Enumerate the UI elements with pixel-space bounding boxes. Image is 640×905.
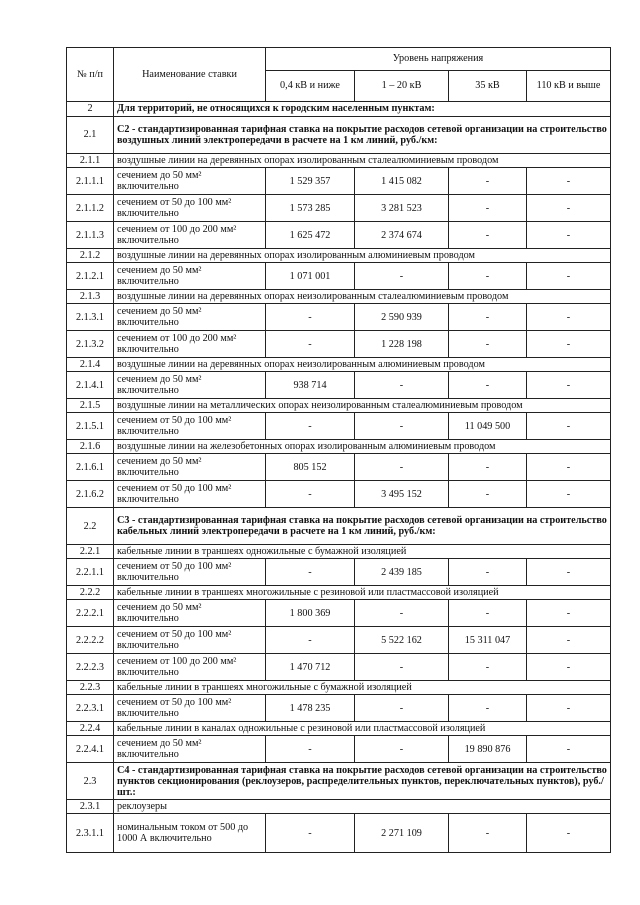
table-row <box>67 413 611 440</box>
value-04kv: - <box>266 814 355 853</box>
value-1-20kv: 1 228 198 <box>355 331 449 358</box>
value-04kv: 1 529 357 <box>266 168 355 195</box>
row-number: 2.1.1.3 <box>67 222 114 249</box>
row-number: 2.3.1.1 <box>67 814 114 853</box>
header-level-110: 110 кВ и выше <box>527 71 611 102</box>
group-title: кабельные линии в траншеях одножильные с бумажной изоляцией <box>114 545 611 559</box>
rate-name: сечением до 50 мм² включительно <box>114 736 266 763</box>
group-title: кабельные линии в траншеях многожильные с бумажной изоляцией <box>114 681 611 695</box>
section-title: С2 - стандартизированная тарифная ставка на покрытие расходов сетевой организации на строительство воздушных линий электропередачи в расчете на 1 км линий, руб./км: <box>114 117 611 154</box>
section-row <box>67 763 611 800</box>
table-row <box>67 695 611 722</box>
value-04kv: 1 478 235 <box>266 695 355 722</box>
table-row <box>67 195 611 222</box>
value-1-20kv: - <box>355 413 449 440</box>
row-number: 2.1.1.2 <box>67 195 114 222</box>
row-number: 2.2.2.3 <box>67 654 114 681</box>
header-level-04: 0,4 кВ и ниже <box>266 71 355 102</box>
value-35kv: - <box>449 372 527 399</box>
header-name: Наименование ставки <box>114 48 266 102</box>
value-1-20kv: 3 281 523 <box>355 195 449 222</box>
row-number: 2.1.1 <box>67 154 114 168</box>
value-35kv: - <box>449 654 527 681</box>
rate-name: сечением от 50 до 100 мм² включительно <box>114 481 266 508</box>
value-1-20kv: - <box>355 263 449 290</box>
group-row <box>67 586 611 600</box>
header-level-35: 35 кВ <box>449 71 527 102</box>
group-row <box>67 545 611 559</box>
table-row <box>67 168 611 195</box>
value-110kv: - <box>527 814 611 853</box>
value-35kv: - <box>449 168 527 195</box>
table-row <box>67 222 611 249</box>
value-1-20kv: 2 374 674 <box>355 222 449 249</box>
value-04kv: - <box>266 481 355 508</box>
value-1-20kv: 5 522 162 <box>355 627 449 654</box>
group-row <box>67 399 611 413</box>
value-110kv: - <box>527 263 611 290</box>
value-04kv: 1 470 712 <box>266 654 355 681</box>
value-110kv: - <box>527 559 611 586</box>
section-title: С4 - стандартизированная тарифная ставка на покрытие расходов сетевой организации на строительство пунктов секционирования (реклоузеров, распределительных пунктов, переключательных пунктов), руб./шт.: <box>114 763 611 800</box>
row-number: 2.2.4 <box>67 722 114 736</box>
value-35kv: 19 890 876 <box>449 736 527 763</box>
section-title: Для территорий, не относящихся к городским населенным пунктам: <box>114 102 611 117</box>
rate-name: сечением от 50 до 100 мм² включительно <box>114 195 266 222</box>
row-number: 2.1.6.1 <box>67 454 114 481</box>
row-number: 2.3 <box>67 763 114 800</box>
row-number: 2.2.4.1 <box>67 736 114 763</box>
section-row <box>67 117 611 154</box>
group-title: кабельные линии в каналах одножильные с резиновой или пластмассовой изоляцией <box>114 722 611 736</box>
group-row <box>67 800 611 814</box>
rate-name: сечением от 100 до 200 мм² включительно <box>114 654 266 681</box>
row-number: 2.2.3.1 <box>67 695 114 722</box>
header-voltage: Уровень напряжения <box>266 48 611 71</box>
group-row <box>67 290 611 304</box>
value-110kv: - <box>527 600 611 627</box>
row-number: 2.1.2 <box>67 249 114 263</box>
row-number: 2.1.4.1 <box>67 372 114 399</box>
table-row <box>67 600 611 627</box>
rate-name: сечением до 50 мм² включительно <box>114 454 266 481</box>
value-35kv: - <box>449 222 527 249</box>
row-number: 2.1.4 <box>67 358 114 372</box>
table-row <box>67 814 611 853</box>
header-level-1-20: 1 – 20 кВ <box>355 71 449 102</box>
rate-name: сечением от 50 до 100 мм² включительно <box>114 559 266 586</box>
table-row <box>67 481 611 508</box>
value-35kv: - <box>449 454 527 481</box>
row-number: 2.1.6.2 <box>67 481 114 508</box>
value-04kv: 805 152 <box>266 454 355 481</box>
row-number: 2.2.3 <box>67 681 114 695</box>
group-row <box>67 154 611 168</box>
value-110kv: - <box>527 736 611 763</box>
group-title: воздушные линии на деревянных опорах неизолированным алюминиевым проводом <box>114 358 611 372</box>
value-04kv: - <box>266 627 355 654</box>
group-row <box>67 681 611 695</box>
value-04kv: - <box>266 304 355 331</box>
value-04kv: - <box>266 331 355 358</box>
row-number: 2.1.5 <box>67 399 114 413</box>
table-row <box>67 263 611 290</box>
rate-name: сечением до 50 мм² включительно <box>114 263 266 290</box>
value-35kv: - <box>449 481 527 508</box>
value-110kv: - <box>527 372 611 399</box>
section-title: С3 - стандартизированная тарифная ставка на покрытие расходов сетевой организации на строительство кабельных линий электропередачи в расчете на 1 км линий, руб./км: <box>114 508 611 545</box>
value-1-20kv: - <box>355 736 449 763</box>
section-row <box>67 102 611 117</box>
header-row <box>67 48 611 71</box>
value-1-20kv: - <box>355 654 449 681</box>
row-number: 2.2.1.1 <box>67 559 114 586</box>
row-number: 2.1.5.1 <box>67 413 114 440</box>
row-number: 2.1 <box>67 117 114 154</box>
value-1-20kv: 3 495 152 <box>355 481 449 508</box>
value-110kv: - <box>527 454 611 481</box>
table-row <box>67 304 611 331</box>
header-num: № п/п <box>67 48 114 102</box>
row-number: 2.3.1 <box>67 800 114 814</box>
value-110kv: - <box>527 222 611 249</box>
value-1-20kv: - <box>355 600 449 627</box>
value-110kv: - <box>527 195 611 222</box>
row-number: 2.1.3 <box>67 290 114 304</box>
rate-name: сечением до 50 мм² включительно <box>114 304 266 331</box>
tariff-table <box>66 47 611 853</box>
row-number: 2.2.2.2 <box>67 627 114 654</box>
value-1-20kv: 2 439 185 <box>355 559 449 586</box>
value-35kv: - <box>449 559 527 586</box>
group-title: воздушные линии на металлических опорах неизолированным сталеалюминиевым проводом <box>114 399 611 413</box>
row-number: 2.2.2 <box>67 586 114 600</box>
table-row <box>67 736 611 763</box>
group-title: воздушные линии на деревянных опорах изолированным сталеалюминиевым проводом <box>114 154 611 168</box>
rate-name: сечением от 100 до 200 мм² включительно <box>114 331 266 358</box>
value-04kv: 1 071 001 <box>266 263 355 290</box>
row-number: 2.1.3.2 <box>67 331 114 358</box>
value-110kv: - <box>527 168 611 195</box>
value-110kv: - <box>527 627 611 654</box>
row-number: 2 <box>67 102 114 117</box>
table-row <box>67 454 611 481</box>
group-title: воздушные линии на деревянных опорах изолированным алюминиевым проводом <box>114 249 611 263</box>
value-04kv: - <box>266 559 355 586</box>
value-35kv: - <box>449 600 527 627</box>
rate-name: сечением от 50 до 100 мм² включительно <box>114 413 266 440</box>
value-35kv: - <box>449 304 527 331</box>
value-35kv: - <box>449 814 527 853</box>
value-35kv: 11 049 500 <box>449 413 527 440</box>
value-04kv: 1 625 472 <box>266 222 355 249</box>
row-number: 2.2 <box>67 508 114 545</box>
table-row <box>67 331 611 358</box>
table-row <box>67 654 611 681</box>
value-1-20kv: 2 271 109 <box>355 814 449 853</box>
row-number: 2.1.3.1 <box>67 304 114 331</box>
group-row <box>67 722 611 736</box>
value-1-20kv: 2 590 939 <box>355 304 449 331</box>
rate-name: сечением до 50 мм² включительно <box>114 600 266 627</box>
rate-name: сечением от 100 до 200 мм² включительно <box>114 222 266 249</box>
value-35kv: - <box>449 695 527 722</box>
group-title: кабельные линии в траншеях многожильные с резиновой или пластмассовой изоляцией <box>114 586 611 600</box>
group-row <box>67 249 611 263</box>
rate-name: сечением до 50 мм² включительно <box>114 168 266 195</box>
rate-name: сечением от 50 до 100 мм² включительно <box>114 695 266 722</box>
group-title: реклоузеры <box>114 800 611 814</box>
value-1-20kv: - <box>355 372 449 399</box>
value-110kv: - <box>527 654 611 681</box>
group-row <box>67 440 611 454</box>
value-04kv: 1 573 285 <box>266 195 355 222</box>
value-04kv: - <box>266 736 355 763</box>
value-04kv: - <box>266 413 355 440</box>
value-110kv: - <box>527 304 611 331</box>
rate-name: сечением до 50 мм² включительно <box>114 372 266 399</box>
group-title: воздушные линии на железобетонных опорах изолированным алюминиевым проводом <box>114 440 611 454</box>
rate-name: сечением от 50 до 100 мм² включительно <box>114 627 266 654</box>
value-110kv: - <box>527 331 611 358</box>
row-number: 2.2.2.1 <box>67 600 114 627</box>
value-110kv: - <box>527 695 611 722</box>
table-row <box>67 372 611 399</box>
value-04kv: 938 714 <box>266 372 355 399</box>
row-number: 2.1.6 <box>67 440 114 454</box>
group-title: воздушные линии на деревянных опорах неизолированным сталеалюминиевым проводом <box>114 290 611 304</box>
value-04kv: 1 800 369 <box>266 600 355 627</box>
value-110kv: - <box>527 481 611 508</box>
table-row <box>67 627 611 654</box>
value-1-20kv: - <box>355 695 449 722</box>
value-110kv: - <box>527 413 611 440</box>
rate-name: номинальным током от 500 до 1000 А включительно <box>114 814 266 853</box>
value-35kv: - <box>449 263 527 290</box>
value-1-20kv: 1 415 082 <box>355 168 449 195</box>
value-35kv: 15 311 047 <box>449 627 527 654</box>
value-35kv: - <box>449 331 527 358</box>
row-number: 2.1.2.1 <box>67 263 114 290</box>
group-row <box>67 358 611 372</box>
table-row <box>67 559 611 586</box>
value-35kv: - <box>449 195 527 222</box>
row-number: 2.1.1.1 <box>67 168 114 195</box>
row-number: 2.2.1 <box>67 545 114 559</box>
section-row <box>67 508 611 545</box>
value-1-20kv: - <box>355 454 449 481</box>
